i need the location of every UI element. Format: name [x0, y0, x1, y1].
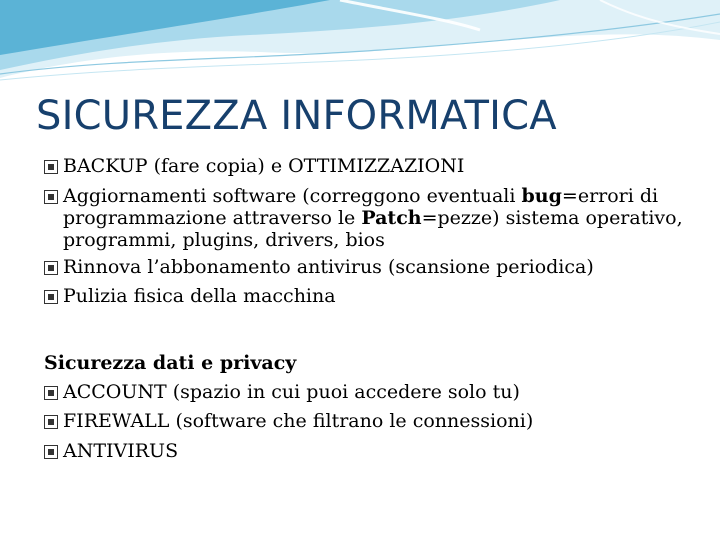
- text-run: =errori di programmazione attraverso le: [63, 184, 659, 229]
- list-item: [44, 407, 694, 437]
- list-item: [44, 152, 694, 182]
- list-item-text: Pulizia fisica della macchina: [63, 285, 336, 307]
- bullet-glyph-icon: [44, 190, 58, 204]
- page-title: SICUREZZA INFORMATICA: [36, 93, 557, 139]
- section-heading: Sicurezza dati e privacy: [44, 351, 297, 374]
- bullet-glyph-icon: [44, 415, 58, 429]
- header-wave-decoration: [0, 0, 720, 90]
- bullet-glyph-icon: [44, 261, 58, 275]
- bullet-glyph-icon: [44, 160, 58, 174]
- slide-body: [44, 152, 694, 466]
- bullet-glyph-icon: [44, 386, 58, 400]
- list-item: [44, 378, 694, 408]
- list-item-text: ACCOUNT (spazio in cui puoi accedere solo tu): [63, 380, 520, 403]
- list-item: [44, 182, 694, 253]
- list-item-text: [63, 182, 694, 251]
- text-run: =pezze) sistema operativo, programmi, plugins, drivers, bios: [63, 206, 683, 251]
- list-item: [44, 253, 694, 283]
- list-item-text: ANTIVIRUS: [63, 439, 179, 462]
- bold-term-bug: bug: [521, 184, 562, 207]
- text-run: Aggiornamenti software (correggono eventuali: [63, 184, 522, 207]
- list-item: [44, 437, 694, 467]
- list-item-text: BACKUP (fare copia) e OTTIMIZZAZIONI: [63, 155, 465, 177]
- list-item-text: Rinnova l’abbonamento antivirus (scansione periodica): [63, 255, 594, 278]
- bold-term-patch: Patch: [361, 206, 422, 229]
- bullet-glyph-icon: [44, 445, 58, 459]
- list-item-text: FIREWALL (software che filtrano le connessioni): [63, 410, 534, 432]
- bullet-glyph-icon: [44, 290, 58, 304]
- list-item: [44, 282, 694, 312]
